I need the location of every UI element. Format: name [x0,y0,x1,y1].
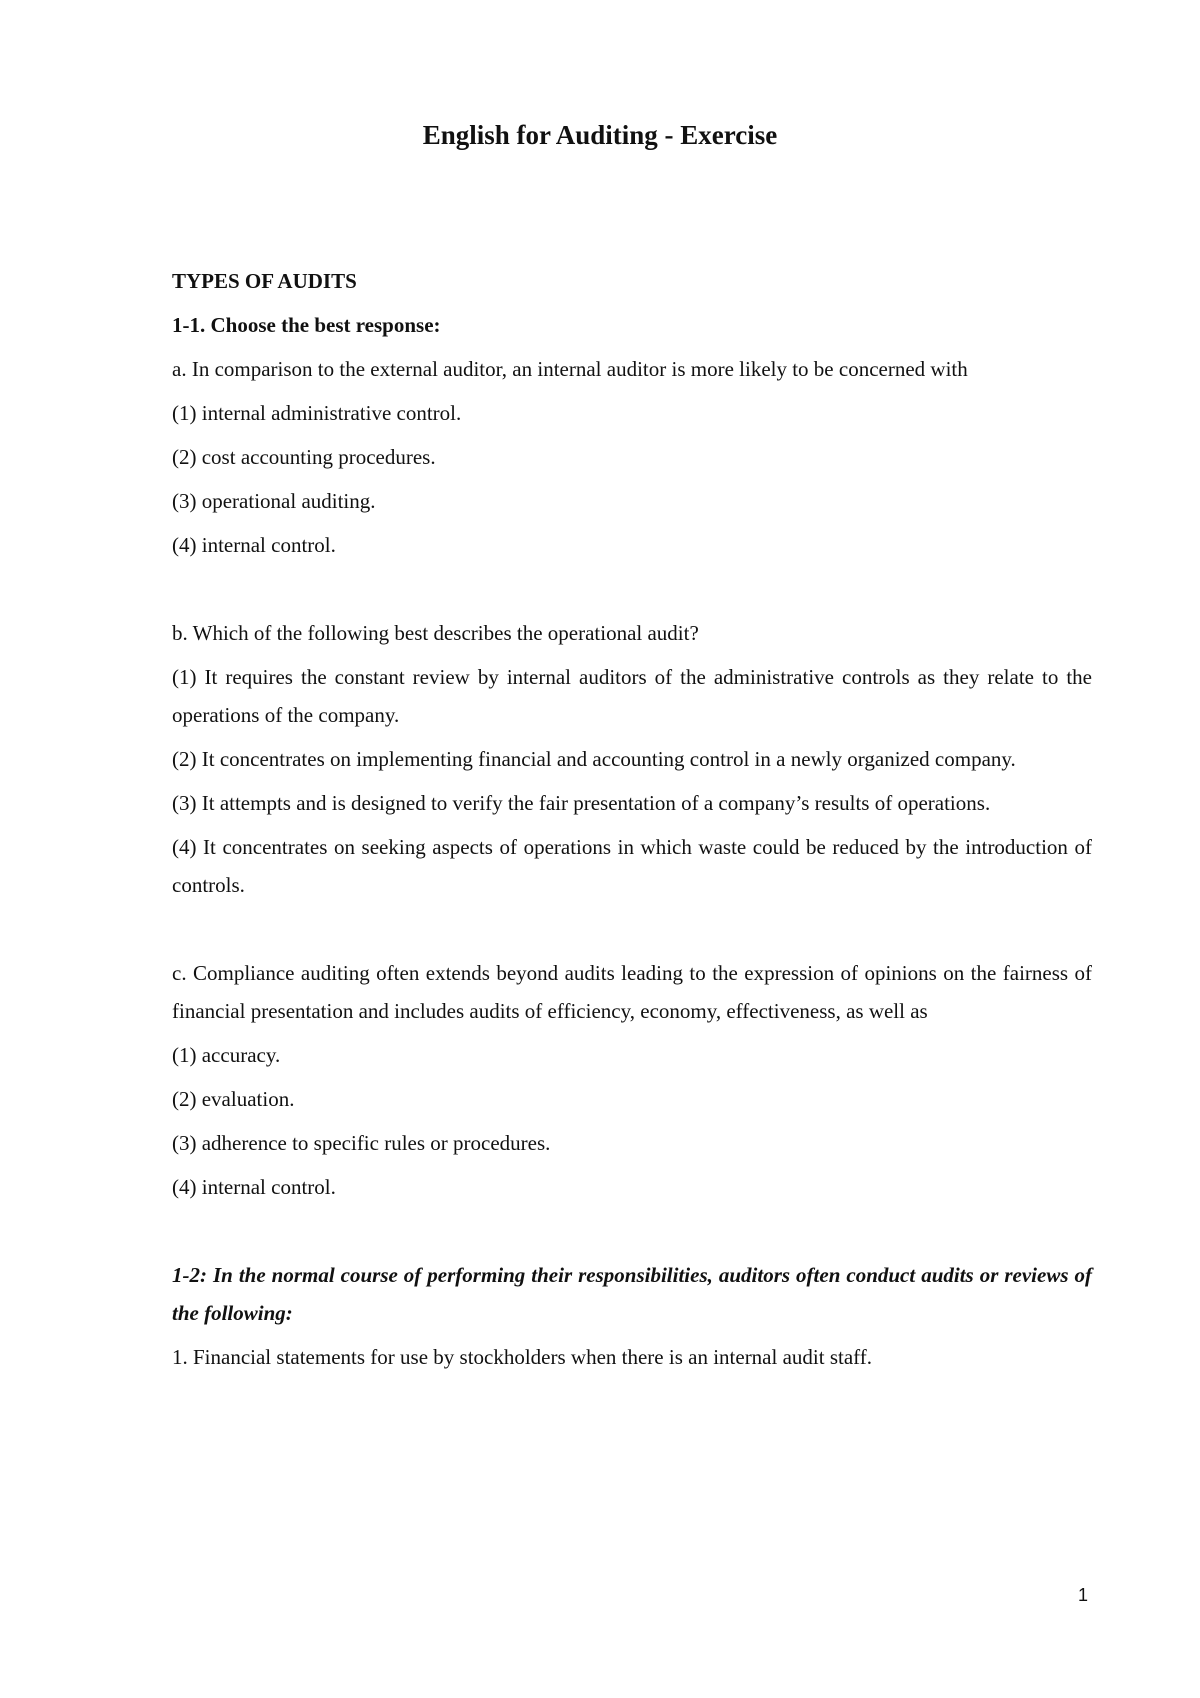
question-a-option-2: (2) cost accounting procedures. [172,445,436,469]
exercise-1-2-heading: 1-2: In the normal course of performing their responsibilities, auditors often conduct audits or reviews of the following: [172,1263,1092,1325]
question-c-option-2: (2) evaluation. [172,1087,295,1111]
exercise-1-2-item-1: 1. Financial statements for use by stockholders when there is an internal audit staff. [172,1345,873,1369]
question-c-option-4: (4) internal control. [172,1175,336,1199]
question-b-option-4: (4) It concentrates on seeking aspects of operations in which waste could be reduced by the introduction of controls. [172,835,1092,897]
page-number: 1 [1078,1585,1089,1605]
question-a-stem: a. In comparison to the external auditor, an internal auditor is more likely to be concerned with [172,357,968,381]
section-heading: TYPES OF AUDITS [172,269,357,293]
spacer [172,570,1092,614]
question-c-stem: c. Compliance auditing often extends beyond audits leading to the expression of opinions on the fairness of financial presentation and includes audits of efficiency, economy, effectiveness, as well as [172,961,1092,1023]
question-b-stem: b. Which of the following best describes the operational audit? [172,621,699,645]
spacer [172,910,1092,954]
question-b-option-3: (3) It attempts and is designed to verify the fair presentation of a company’s results of operations. [172,791,991,815]
exercise-1-1-heading: 1-1. Choose the best response: [172,313,441,337]
question-c-option-3: (3) adherence to specific rules or procedures. [172,1131,551,1155]
document-title: English for Auditing - Exercise [422,120,778,150]
question-c-option-1: (1) accuracy. [172,1043,281,1067]
spacer [172,1212,1092,1256]
question-b-option-1: (1) It requires the constant review by internal auditors of the administrative controls as they relate to the operations of the company. [172,665,1092,727]
question-a-option-4: (4) internal control. [172,533,336,557]
question-a-option-3: (3) operational auditing. [172,489,376,513]
document-body [172,262,1092,1382]
question-a-option-1: (1) internal administrative control. [172,401,462,425]
question-b-option-2: (2) It concentrates on implementing financial and accounting control in a newly organized company. [172,747,1016,771]
